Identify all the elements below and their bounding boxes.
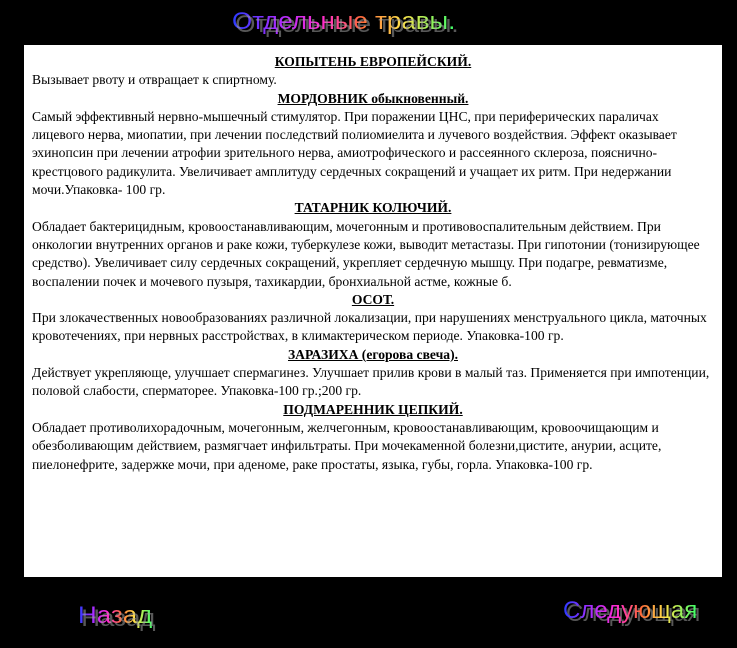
page-title: Отдельные травы. Отдельные травы.: [232, 8, 455, 36]
herb-description: Самый эффективный нервно-мышечный стимулятор. При поражении ЦНС, при периферических параличах лицевого нерва, миопатии, при лечении последствий полиомиелита и лучевого воздействия. Эффект оказывает эхинопсин при лечении атрофии зрительного нерва, амиотрофического и рассеянного склероза, пояснично-крестцового радикулита. Увеличивает амплитуду сердечных сокращений и учащает их ритм. При недержании мочи.Упаковка- 100 гр.: [32, 108, 677, 198]
herb-description: Обладает противолихорадочным, мочегонным, желчегонным, кровоостанавливающим, кровоочищающим и обезболивающим действием, размягчает инфильтраты. При мочекаменной болезни,цистите, анурии, асците, пиелонефрите, задержке мочи, при аденоме, раке простаты, языка, губы, горла. Упаковка-100 гр.: [32, 419, 662, 472]
herb-description: Обладает бактерицидным, кровоостанавливающим, мочегонным и противовоспалительным действием. При онкологии внутренних органов и раке кожи, туберкулезе кожи, выводит метастазы. При гипотонии (тонизирующее средство). Увеличивает силу сердечных сокращений, укрепляет сердечную мышцу. При подагре, ревматизме, воспалении почек и мочевого пузыря, тахикардии, бронхиальной астме, кожные б.: [32, 218, 700, 289]
herb-section: [32, 346, 714, 401]
herb-section: [32, 90, 714, 200]
herb-heading: ЗАРАЗИХА (егорова свеча).: [287, 346, 459, 362]
herb-section: [32, 53, 714, 90]
content-panel: [24, 45, 722, 577]
herb-description: При злокачественных новообразованиях различной локализации, при нарушениях менструального цикла, маточных кровотечениях, при нервных расстройствах, в климактерическом периоде. Упаковка-100 гр.: [32, 310, 707, 344]
herb-heading: ПОДМАРЕННИК ЦЕПКИЙ.: [283, 401, 463, 417]
herb-heading: ТАТАРНИК КОЛЮЧИЙ.: [294, 200, 452, 216]
herb-section: [32, 291, 714, 346]
herb-heading: КОПЫТЕНЬ ЕВРОПЕЙСКИЙ.: [274, 54, 472, 69]
herb-section: [32, 199, 714, 290]
back-button[interactable]: Назад Назад: [78, 602, 152, 630]
herb-description: Действует укрепляюще, улучшает спермагинез. Улучшает прилив крови в малый таз. Применяется при импотенции, половой слабости, сперматорее. Упаковка-100 гр.;200 гр.: [32, 365, 710, 399]
next-button[interactable]: Следующая Следующая: [563, 597, 697, 625]
herb-heading: ОСОТ.: [351, 291, 395, 307]
herb-section: [32, 401, 714, 474]
herb-description: Вызывает рвоту и отвращает к спиртному.: [32, 72, 277, 88]
herb-heading: МОРДОВНИК обыкновенный.: [277, 90, 469, 106]
